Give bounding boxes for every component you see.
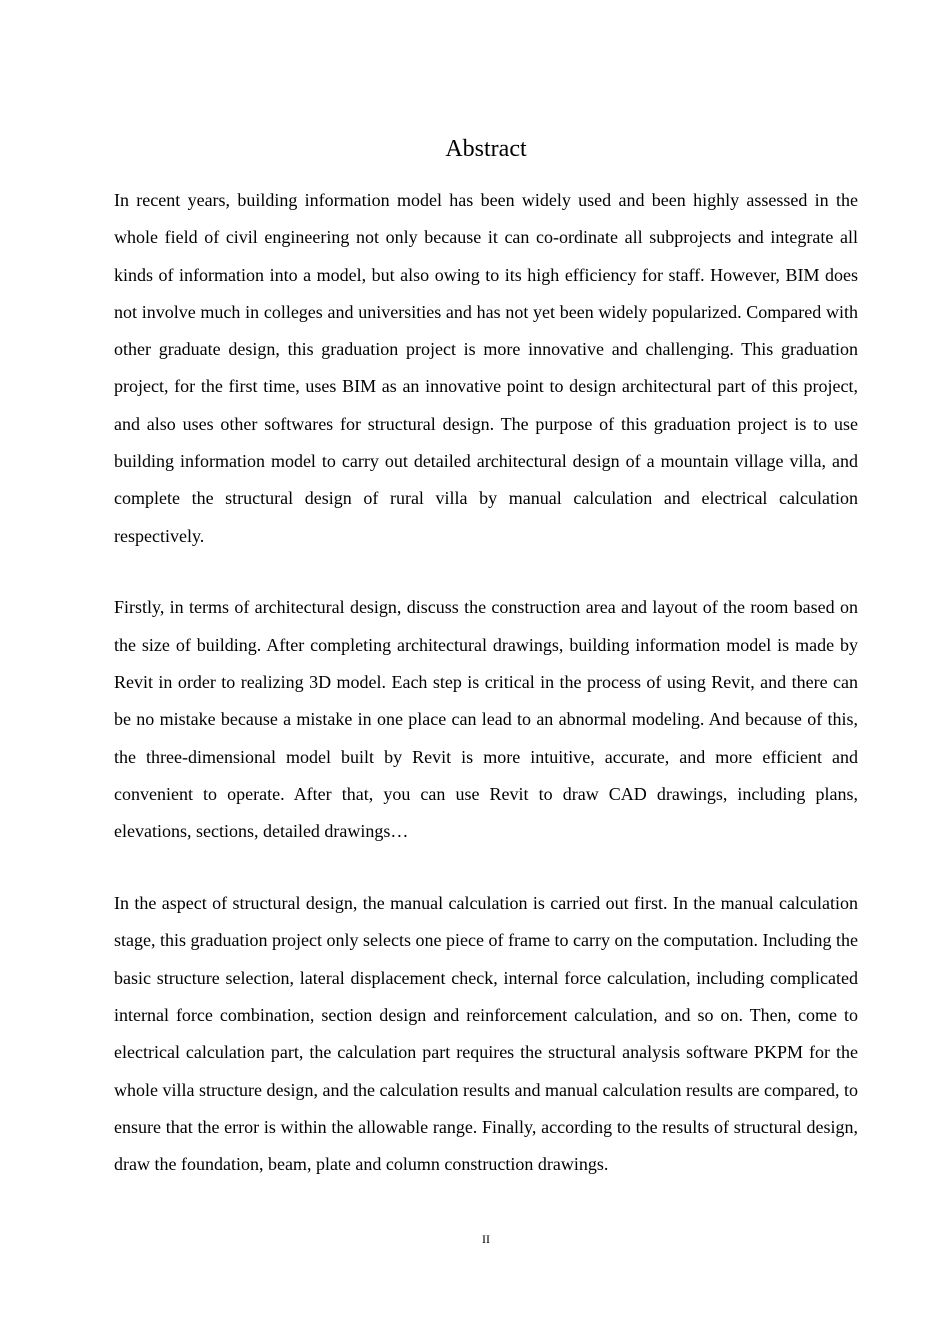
abstract-body xyxy=(114,182,858,1183)
abstract-paragraph-2: Firstly, in terms of architectural design, discuss the construction area and layout of the room based on the size of building. After completing architectural drawings, building information model is made by Revit in order to realizing 3D model. Each step is critical in the process of using Revit, and there can be no mistake because a mistake in one place can lead to an abnormal modeling. And because of this, the three-dimensional model built by Revit is more intuitive, accurate, and more efficient and convenient to operate. After that, you can use Revit to draw CAD drawings, including plans, elevations, sections, detailed drawings… xyxy=(114,597,858,842)
abstract-title: Abstract xyxy=(445,136,527,162)
abstract-paragraph-1: In recent years, building information model has been widely used and been highly assessed in the whole field of civil engineering not only because it can co-ordinate all subprojects and integrate all kinds of information into a model, but also owing to its high efficiency for staff. However, BIM does not involve much in colleges and universities and has not yet been widely popularized. Compared with other graduate design, this graduation project is more innovative and challenging. This graduation project, for the first time, uses BIM as an innovative point to design architectural part of this project, and also uses other softwares for structural design. The purpose of this graduation project is to use building information model to carry out detailed architectural design of a mountain village villa, and complete the structural design of rural villa by manual calculation and electrical calculation respectively. xyxy=(114,190,858,546)
page-number: II xyxy=(482,1232,490,1246)
abstract-paragraph-3: In the aspect of structural design, the manual calculation is carried out first. In the manual calculation stage, this graduation project only selects one piece of frame to carry on the computation. Including the basic structure selection, lateral displacement check, internal force calculation, including complicated internal force combination, section design and reinforcement calculation, and so on. Then, come to electrical calculation part, the calculation part requires the structural analysis software PKPM for the whole villa structure design, and the calculation results and manual calculation results are compared, to ensure that the error is within the allowable range. Finally, according to the results of structural design, draw the foundation, beam, plate and column construction drawings. xyxy=(114,893,858,1175)
